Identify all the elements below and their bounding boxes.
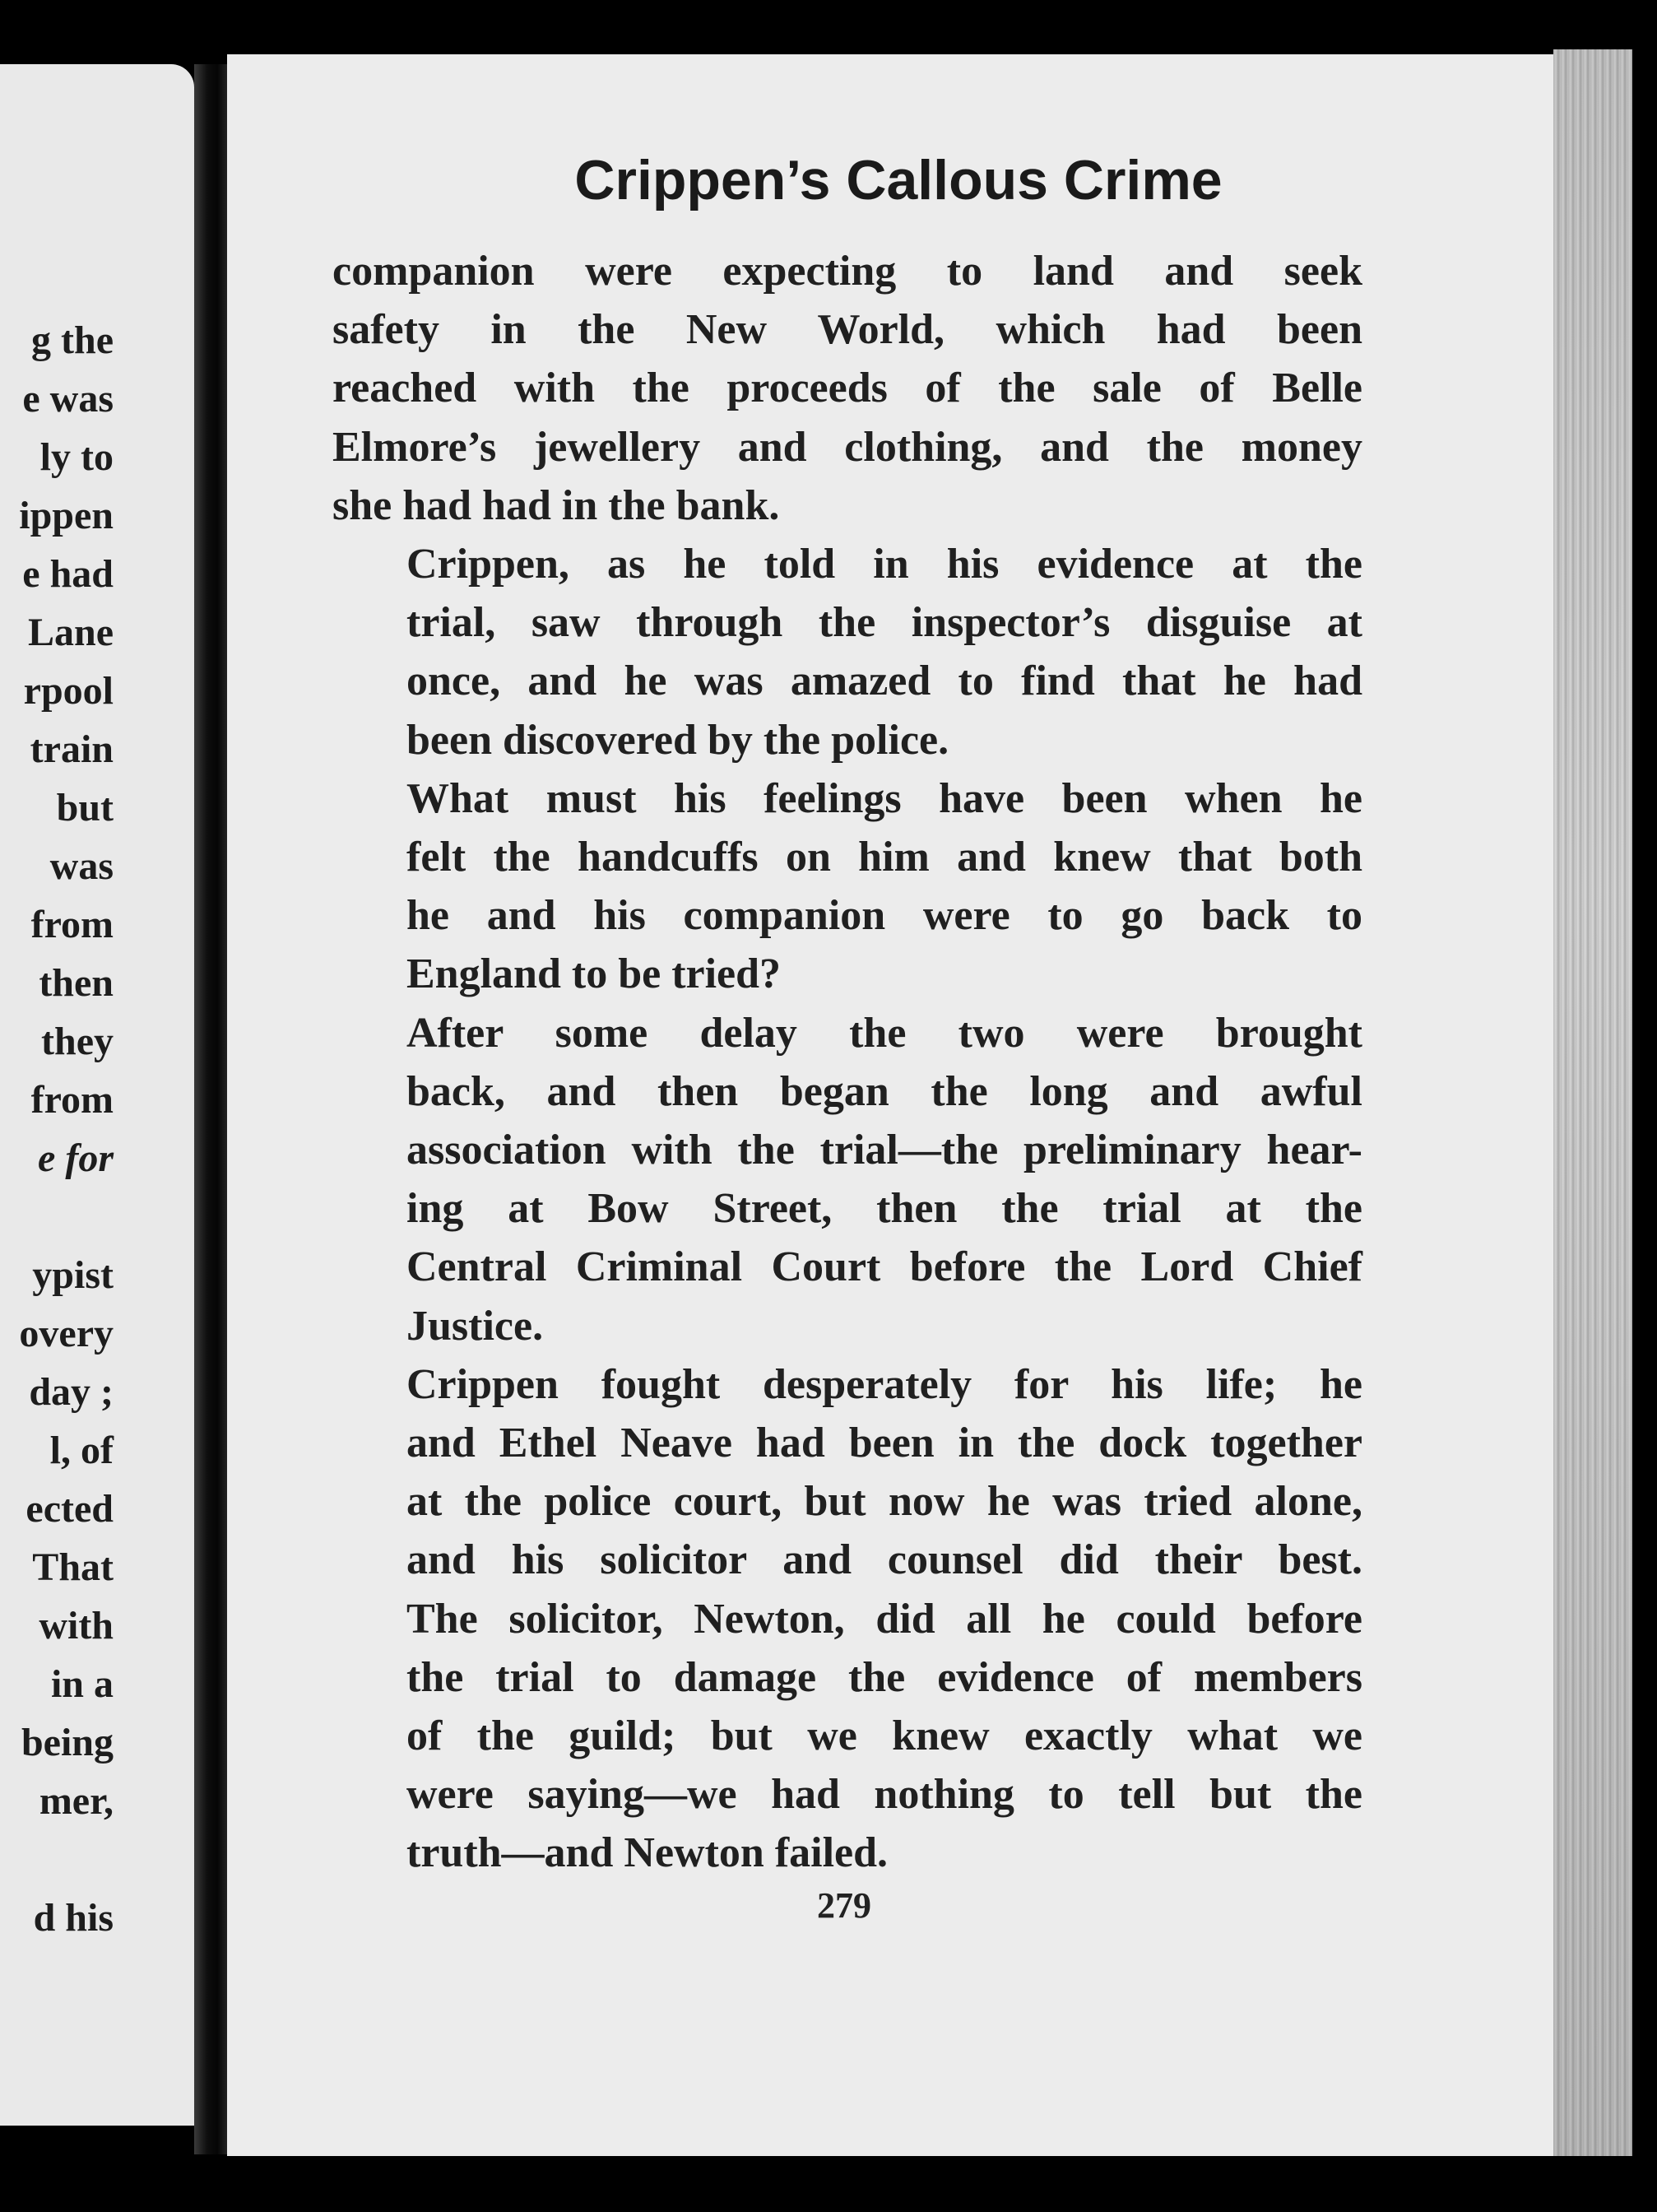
- text-line: trial, saw through the inspector’s disguise at: [406, 599, 1362, 647]
- text-line: safety in the New World, which had been: [332, 306, 1362, 354]
- facing-page-line: rpool: [23, 669, 114, 713]
- facing-page-line: ypist: [32, 1253, 114, 1297]
- text-line: and his solicitor and counsel did their best.: [406, 1536, 1362, 1584]
- facing-page-line: ippen: [19, 494, 114, 537]
- facing-page-line: d his: [33, 1896, 114, 1940]
- text-line: Elmore’s jewellery and clothing, and the money: [332, 423, 1362, 471]
- text-line: been discovered by the police.: [406, 716, 949, 764]
- book-gutter: [194, 64, 227, 2154]
- paragraph: [332, 535, 1362, 769]
- page-stack-edge: [1553, 49, 1632, 2156]
- text-line: at the police court, but now he was tried alone,: [406, 1478, 1362, 1526]
- text-line: England to be tried?: [406, 950, 782, 998]
- facing-page-line: Lane: [27, 611, 114, 654]
- text-line: she had had in the bank.: [332, 481, 780, 529]
- facing-page-line: [0, 1830, 114, 1889]
- facing-page-line: in a: [50, 1662, 114, 1706]
- paragraph: [332, 242, 1362, 535]
- paragraph: [332, 1004, 1362, 1355]
- text-line: and Ethel Neave had been in the dock together: [406, 1420, 1362, 1467]
- page-body: [332, 242, 1362, 1883]
- text-line: reached with the proceeds of the sale of Belle: [332, 365, 1362, 412]
- text-line: companion were expecting to land and seek: [332, 248, 1362, 295]
- paragraph: [332, 1355, 1362, 1883]
- facing-page-line: then: [39, 961, 114, 1005]
- facing-page-text: [0, 311, 114, 1947]
- facing-page-line: ly to: [39, 435, 114, 479]
- facing-page-line: but: [56, 786, 114, 830]
- text-line: ing at Bow Street, then the trial at the: [406, 1185, 1362, 1233]
- text-line: the trial to damage the evidence of members: [406, 1653, 1362, 1701]
- facing-page-line: mer,: [39, 1779, 114, 1823]
- facing-page-line: e was: [22, 377, 114, 421]
- facing-page-fragment: [0, 64, 194, 2126]
- facing-page-line: overy: [19, 1312, 114, 1355]
- facing-page-line: with: [39, 1604, 114, 1647]
- facing-page-line: That: [32, 1545, 114, 1589]
- facing-page-line: they: [41, 1020, 114, 1063]
- facing-page-line: being: [21, 1721, 114, 1764]
- facing-page-line: from: [30, 903, 114, 946]
- facing-page-line: e for: [38, 1136, 114, 1180]
- text-line: back, and then began the long and awful: [406, 1067, 1362, 1115]
- facing-page-line: was: [49, 844, 114, 888]
- text-line: After some delay the two were brought: [406, 1009, 1362, 1057]
- facing-page-line: ected: [26, 1487, 114, 1531]
- page-number: 279: [817, 1885, 871, 1926]
- text-line: of the guild; but we knew exactly what we: [406, 1712, 1362, 1760]
- paragraph: [332, 769, 1362, 1004]
- facing-page-line: from: [30, 1078, 114, 1122]
- text-line: truth—and Newton failed.: [406, 1829, 889, 1877]
- facing-page-line: train: [30, 727, 114, 771]
- text-line: Crippen, as he told in his evidence at the: [406, 541, 1362, 588]
- text-line: Central Criminal Court before the Lord Chief: [406, 1243, 1362, 1291]
- text-line: he and his companion were to go back to: [406, 892, 1362, 940]
- facing-page-line: e had: [22, 552, 114, 596]
- text-line: once, and he was amazed to find that he had: [406, 658, 1362, 705]
- text-line: Crippen fought desperately for his life; he: [406, 1360, 1362, 1408]
- facing-page-line: [0, 1187, 114, 1246]
- facing-page-line: g the: [31, 318, 114, 362]
- running-head: Crippen’s Callous Crime: [574, 149, 1223, 211]
- text-line: felt the handcuffs on him and knew that both: [406, 834, 1362, 881]
- text-line: were saying—we had nothing to tell but the: [406, 1771, 1362, 1819]
- text-line: The solicitor, Newton, did all he could before: [406, 1595, 1362, 1643]
- text-line: Justice.: [406, 1302, 544, 1350]
- text-line: association with the trial—the preliminary hear-: [406, 1127, 1362, 1174]
- text-line: What must his feelings have been when he: [406, 774, 1362, 822]
- facing-page-line: l, of: [49, 1429, 114, 1472]
- facing-page-line: day ;: [29, 1370, 114, 1414]
